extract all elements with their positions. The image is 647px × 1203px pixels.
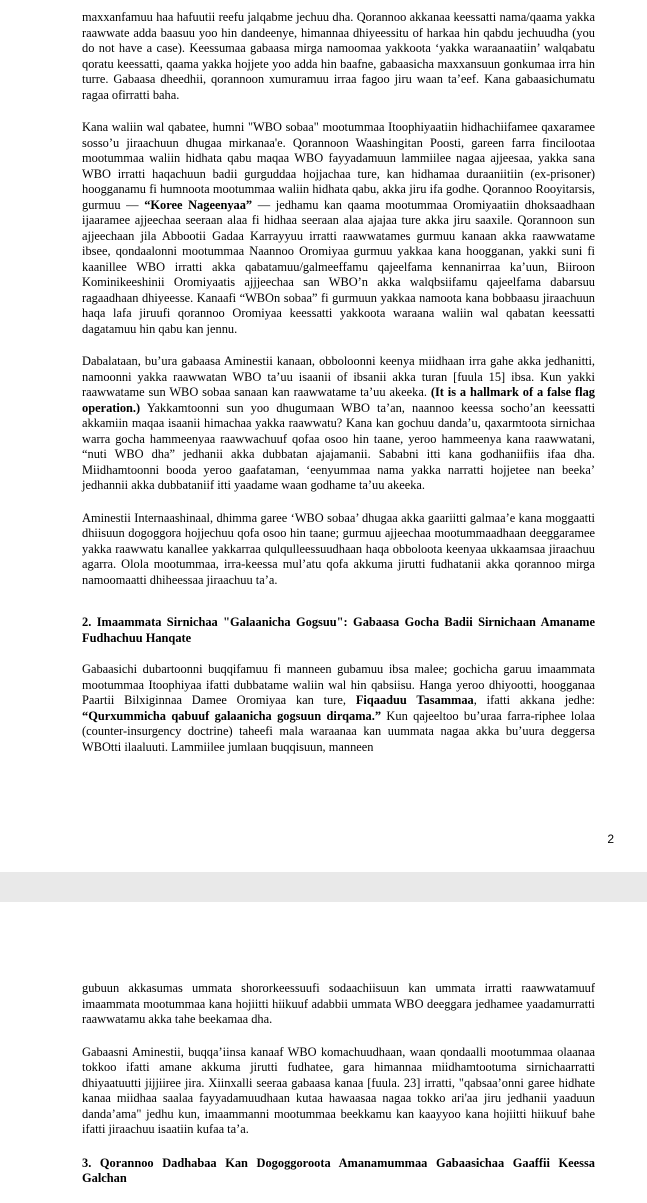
bold-text: (It is a hallmark of a false flag operation.): [82, 385, 595, 415]
bold-quote: “Qurxummicha qabuuf galaanicha gogsuun dirqama.”: [82, 708, 382, 723]
paragraph: maxxanfamuu haa hafuutii reefu jalqabme jechuu dha. Qorannoo akkanaa keessatti nama/qaama yakka raawwate adda baasuu yoo hin dandeenye, himannaa dhiyeessitu of harkaa hin qabdu jechuudha (you do not have a case). Keessumaa gabaasa mirga namoomaa yakkoota ‘yakka waraanaatiin’ walqabatu qoratu keessatti, qaama yakka hojjete yoo adda hin baafne, gabaasicha maxxansuun gonkumaa irra hin turre. Gabaasa dheedhii, qorannoon xumuramuu irraa fagoo jiru waan ta’eef. Kana gabaasichumatu ragaa ofirratti baha.: [82, 10, 595, 102]
text-run: Yakkamtoonni sun yoo dhugumaan WBO ta’an, naannoo keessa socho’an keessatti akkamiin maqaa isaanii himachaa yakka raawwatu? Kana kan gochuu danda’u, qaxarmtoota sirnichaa warra gocha hammeenyaa raawwachuuf qofaa osoo hin taane, yeroo hammeenya kana raawwatani, “nuti WBO dha” jedhanii akka dubbatan ajajamanii. Sababni itti kana godhaniifiis ifaa dha. Miidhamtoonni booda yeroo gaafataman, ‘eenyummaa nama yakka narratti hojjetee nan beeka’ jedhannii akka dubbataniif itti yaadame waan godhame ta’uu akeeka.: [82, 400, 596, 492]
bold-text: Fiqaaduu Tasammaa: [355, 693, 474, 707]
text-run: — jedhamu kan qaama mootummaa Oromiyaatiin dhoksaadhaan ijaaramee ajjeechaa seeraan alaa fi hidhaa seeraan alaa ajajaa ture akka jiru saaxile. Qorannoon sun ajjeechaan jila Abbootii Gadaa Karrayyuu irratti raawwatames gurmuu kanaan akka raawwatame ibsee, qondaalonni mootummaa Naannoo Oromiyaa gurmuu yakkaa kana hoogganan, yakki suni fi kaanillee WBO irratti akka qabatamuu/galmeeffamu qajeelfama kennanirraa ka’uun, Biiroon Kominikeeshinii Oromiyaatis ajjjeechaa san WBO’n akka walqbsiifamu qajeelfama dabarsuu ragaadhaan dhiyeesse. Kanaafi “WBOn sobaa” fi gurmuun yakkaa namoota kana bobbaasu jiraachuun haqa lafa jiruufi qorannoo Oromiyaa keessatti yakkoota waraana waliin wal qabatan keessatti dagatamuu hin qabu kan jennu.: [82, 197, 595, 336]
text-run: , ifatti akkana jedhe:: [473, 693, 595, 707]
section-heading: 3. Qorannoo Dadhabaa Kan Dogoggoroota Amanamummaa Gabaasichaa Gaaffii Keessa Galchan: [82, 1155, 595, 1185]
text-run: Kana waliin wal qabatee, humni "WBO sobaa" mootummaa Itoophiyaatiin hidhachiifamee qaxaramee sosso’u jiraachuun dhugaa mirkanaa'e. Qorannoon Waashingitan Poosti, gareen farra fincilootaa mootummaa waliin hidhata qabu maqaa WBO fayyadamuun lammiilee nagaa ajjeesaa, yakka sana WBO irratti haqachuun badii gurguddaa hojjachaa ture, kan hidhamaa duraaniitiin (ex-prisoner) hoogganamu fi humnoota mootummaa waliin hidhata qabu, akka jiru ifa godhe. Qorannoo Rooyitarsis, gurmuu —: [82, 120, 595, 212]
text-run: Dabalataan, bu’ura gabaasa Aminestii kanaan, obboloonni keenya miidhaan irra gahe akka jedhanitti, namoonni yakka raawwatan WBO ta’uu isaanii of ibsanii akka turan [fuula 15] ibsa. Kun yakki raawwatame sun WBO sobaa sanaan kan raawwatame ta’uu akeeka.: [82, 354, 595, 399]
page-gap: [0, 872, 647, 902]
page-number: 2: [607, 832, 614, 846]
text-run: Kun qajeeltoo bu’uraa farra-riphee lolaa (counter-insurgency doctrine) taheefi mala waraanaa kan uummata nagaa akka bu’uura deggersa WBOtti ilaaluuti. Lammiilee jumlaan buqqisuun, manneen: [82, 708, 595, 754]
paragraph: Gabaasni Aminestii, buqqa’iinsa kanaaf WBO komachuudhaan, waan qondaalli mootummaa olaanaa tokkoo ifatti amane akkuma jirutti fudhatee, gara himannaa miidhamtootuma sirnichaarratti dhiyaatuutti jijjiiree jira. Xiinxalli seeraa gabaasa kanaa [fuula. 23] irratti, "qabsaa’onni garee hidhate kanaa miidhaa saalaa fayyadamuudhaan kutaa hawaasaa nagaa tokko ari'aa jiru jedhanii yaaduun danda’ama" jedhu kun, imaammanni mootummaa beekkamu kan kaayyoo kana hojiitti hiikuuf bahe ifatti jiraachuu isaatiin kufaa ta’a.: [82, 1044, 595, 1136]
document-page-2: [0, 902, 647, 1200]
page-body: [82, 10, 595, 772]
paragraph: [82, 662, 595, 755]
paragraph: [82, 120, 595, 337]
paragraph: Aminestii Internaashinaal, dhimma garee ‘WBO sobaa’ dhugaa akka gaariitti galmaa’e kana moggaatti dhiisuun dogoggora hojjechuu qofa osoo hin taane; gurmuu ajjeechaa mootummaadhaan deeggaramee yakka raawwatu kanallee yakkarraa qulqulleessuudhaan haqa obboloota keenyaa ukkaamsaa jiraachuu agarra. Olola mootummaa, irra-keessa mul’atu qofa akkuma jirutti fudhatanii akka qorannoo mirga namoomaatti dhiheessaa jiraachuu ta’a.: [82, 510, 595, 587]
paragraph: [82, 354, 595, 494]
page-body: [82, 981, 595, 1203]
bold-text: “Koree Nageenyaa”: [144, 197, 253, 212]
section-heading: 2. Imaammata Sirnichaa "Galaanicha Gogsuu": Gabaasa Gocha Badii Sirnichaan Amaname Fudhachuu Hanqate: [82, 615, 595, 645]
paragraph: gubuun akkasumas ummata shororkeessuufi sodaachiisuun kan ummata irratti raawwatamuuf imaammata mootummaa kana hojiitti hiikuuf adabbii ummata WBO deeggara jedhamee yaadamurratti raawwatamu akka tahe beekamaa dha.: [82, 981, 595, 1026]
text-run: Gabaasichi dubartoonni buqqifamuu fi manneen gubamuu ibsa malee; gochicha garuu imaammata mootummaa Itoophiyaa ifatti dubbatame waliin wal hin qabsiisu. Hanga yeroo dhiyootti, hoogganaa Paartii Bilxiginnaa Damee Oromiyaa kan ture,: [82, 662, 595, 707]
